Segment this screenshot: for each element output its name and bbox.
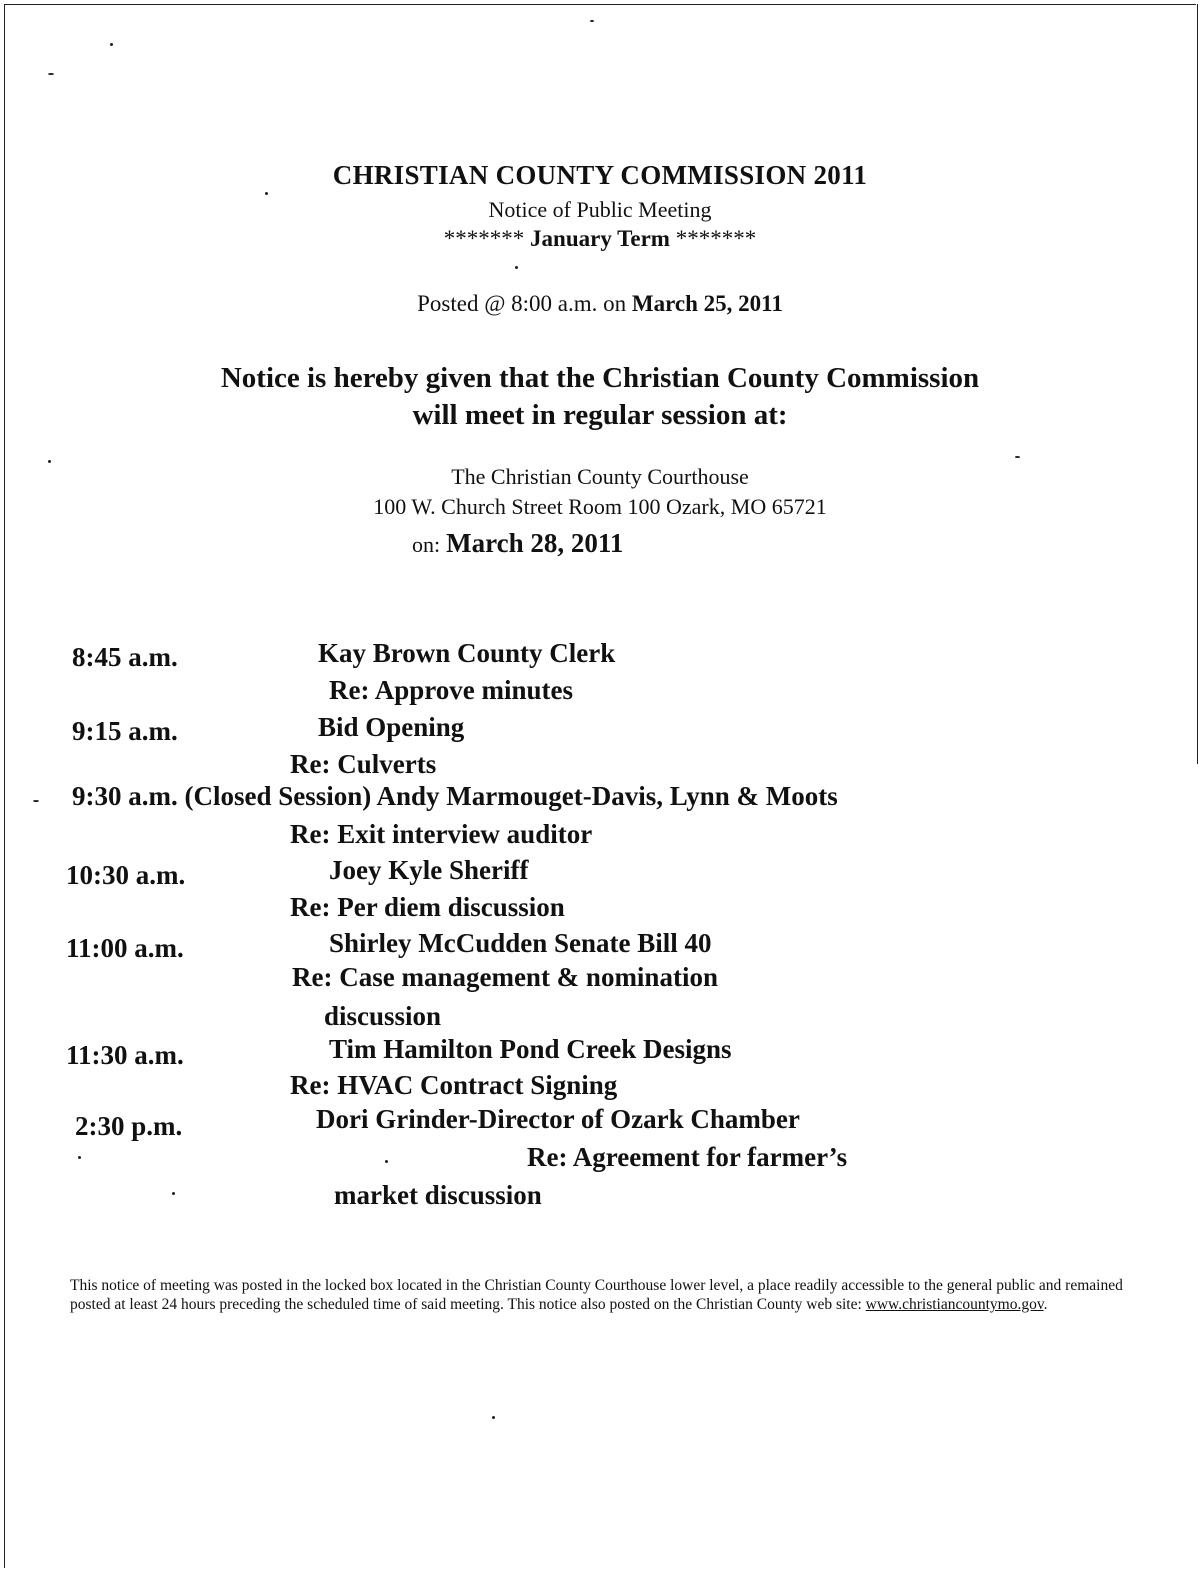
scan-speck	[590, 20, 594, 22]
agenda-time: 9:30 a.m. (Closed Session) Andy Marmouget-Davis, Lynn & Moots	[72, 781, 838, 811]
term-line	[0, 226, 1200, 252]
scan-speck	[515, 266, 518, 269]
agenda-subject: Re: Culverts	[290, 749, 437, 779]
scan-speck	[78, 1156, 81, 1159]
agenda-time: 2:30 p.m.	[75, 1111, 183, 1141]
agenda-presenter: Shirley McCudden Senate Bill 40	[329, 928, 712, 958]
posting-statement-text: This notice of meeting was posted in the locked box located in the Christian County Courthouse lower level, a place readily accessible to the general public and remained posted at least 24 hours preceding the scheduled time of said meeting. This notice also posted on the Christian County web site:	[70, 1277, 1123, 1313]
term-prefix: *******	[443, 226, 531, 251]
agenda-time: 11:30 a.m.	[66, 1040, 184, 1070]
notice-statement	[0, 360, 1200, 434]
scan-speck	[172, 1192, 175, 1195]
scan-speck	[265, 192, 268, 195]
scan-speck	[48, 460, 51, 463]
meeting-date-label: on:	[412, 532, 441, 557]
agenda-time: 10:30 a.m.	[66, 860, 186, 890]
term-suffix: *******	[669, 226, 757, 251]
agenda-subject-continued: market discussion	[334, 1180, 542, 1210]
agenda-subject: Re: Per diem discussion	[290, 892, 565, 922]
agenda-time: 9:15 a.m.	[72, 716, 178, 746]
agenda-subject: Re: Case management & nomination	[292, 962, 718, 992]
posting-statement	[70, 1276, 1155, 1314]
agenda-subject-continued: discussion	[324, 1001, 442, 1031]
agenda-presenter: Bid Opening	[318, 712, 465, 742]
posting-statement-end: .	[1043, 1296, 1048, 1313]
venue-name: The Christian County Courthouse	[451, 464, 749, 489]
agenda-presenter: Joey Kyle Sheriff	[329, 855, 529, 885]
posted-prefix: Posted @ 8:00 a.m. on	[417, 291, 632, 316]
agenda-subject: Re: Approve minutes	[329, 675, 574, 705]
document-title: CHRISTIAN COUNTY COMMISSION 2011	[332, 160, 868, 190]
term-label: January Term	[530, 226, 670, 251]
posted-line	[0, 291, 1200, 317]
scan-border	[4, 4, 1196, 5]
notice-line: will meet in regular session at:	[412, 399, 788, 431]
scan-speck	[33, 800, 39, 802]
scan-speck	[492, 1416, 495, 1419]
agenda-time: 8:45 a.m.	[72, 642, 178, 672]
agenda-subject: Re: Agreement for farmer’s	[527, 1142, 848, 1172]
venue-address: 100 W. Church Street Room 100 Ozark, MO 65721	[373, 494, 827, 519]
scan-speck	[385, 1160, 388, 1163]
agenda-presenter: Tim Hamilton Pond Creek Designs	[329, 1034, 732, 1064]
scan-speck	[1015, 456, 1020, 458]
agenda-subject: Re: HVAC Contract Signing	[290, 1070, 618, 1100]
agenda-time: 11:00 a.m.	[66, 933, 184, 963]
scan-speck	[48, 73, 54, 75]
scan-speck	[110, 43, 113, 46]
meeting-date: March 28, 2011	[446, 528, 624, 558]
agenda-presenter: Dori Grinder-Director of Ozark Chamber	[316, 1104, 800, 1134]
meeting-date-line	[412, 528, 623, 559]
agenda-presenter: Kay Brown County Clerk	[318, 638, 616, 668]
notice-line: Notice is hereby given that the Christian County Commission	[220, 362, 980, 394]
agenda-subject: Re: Exit interview auditor	[290, 819, 593, 849]
website-link[interactable]: www.christiancountymo.gov	[865, 1296, 1044, 1313]
document-subtitle: Notice of Public Meeting	[488, 197, 712, 222]
posted-date: March 25, 2011	[631, 291, 783, 316]
